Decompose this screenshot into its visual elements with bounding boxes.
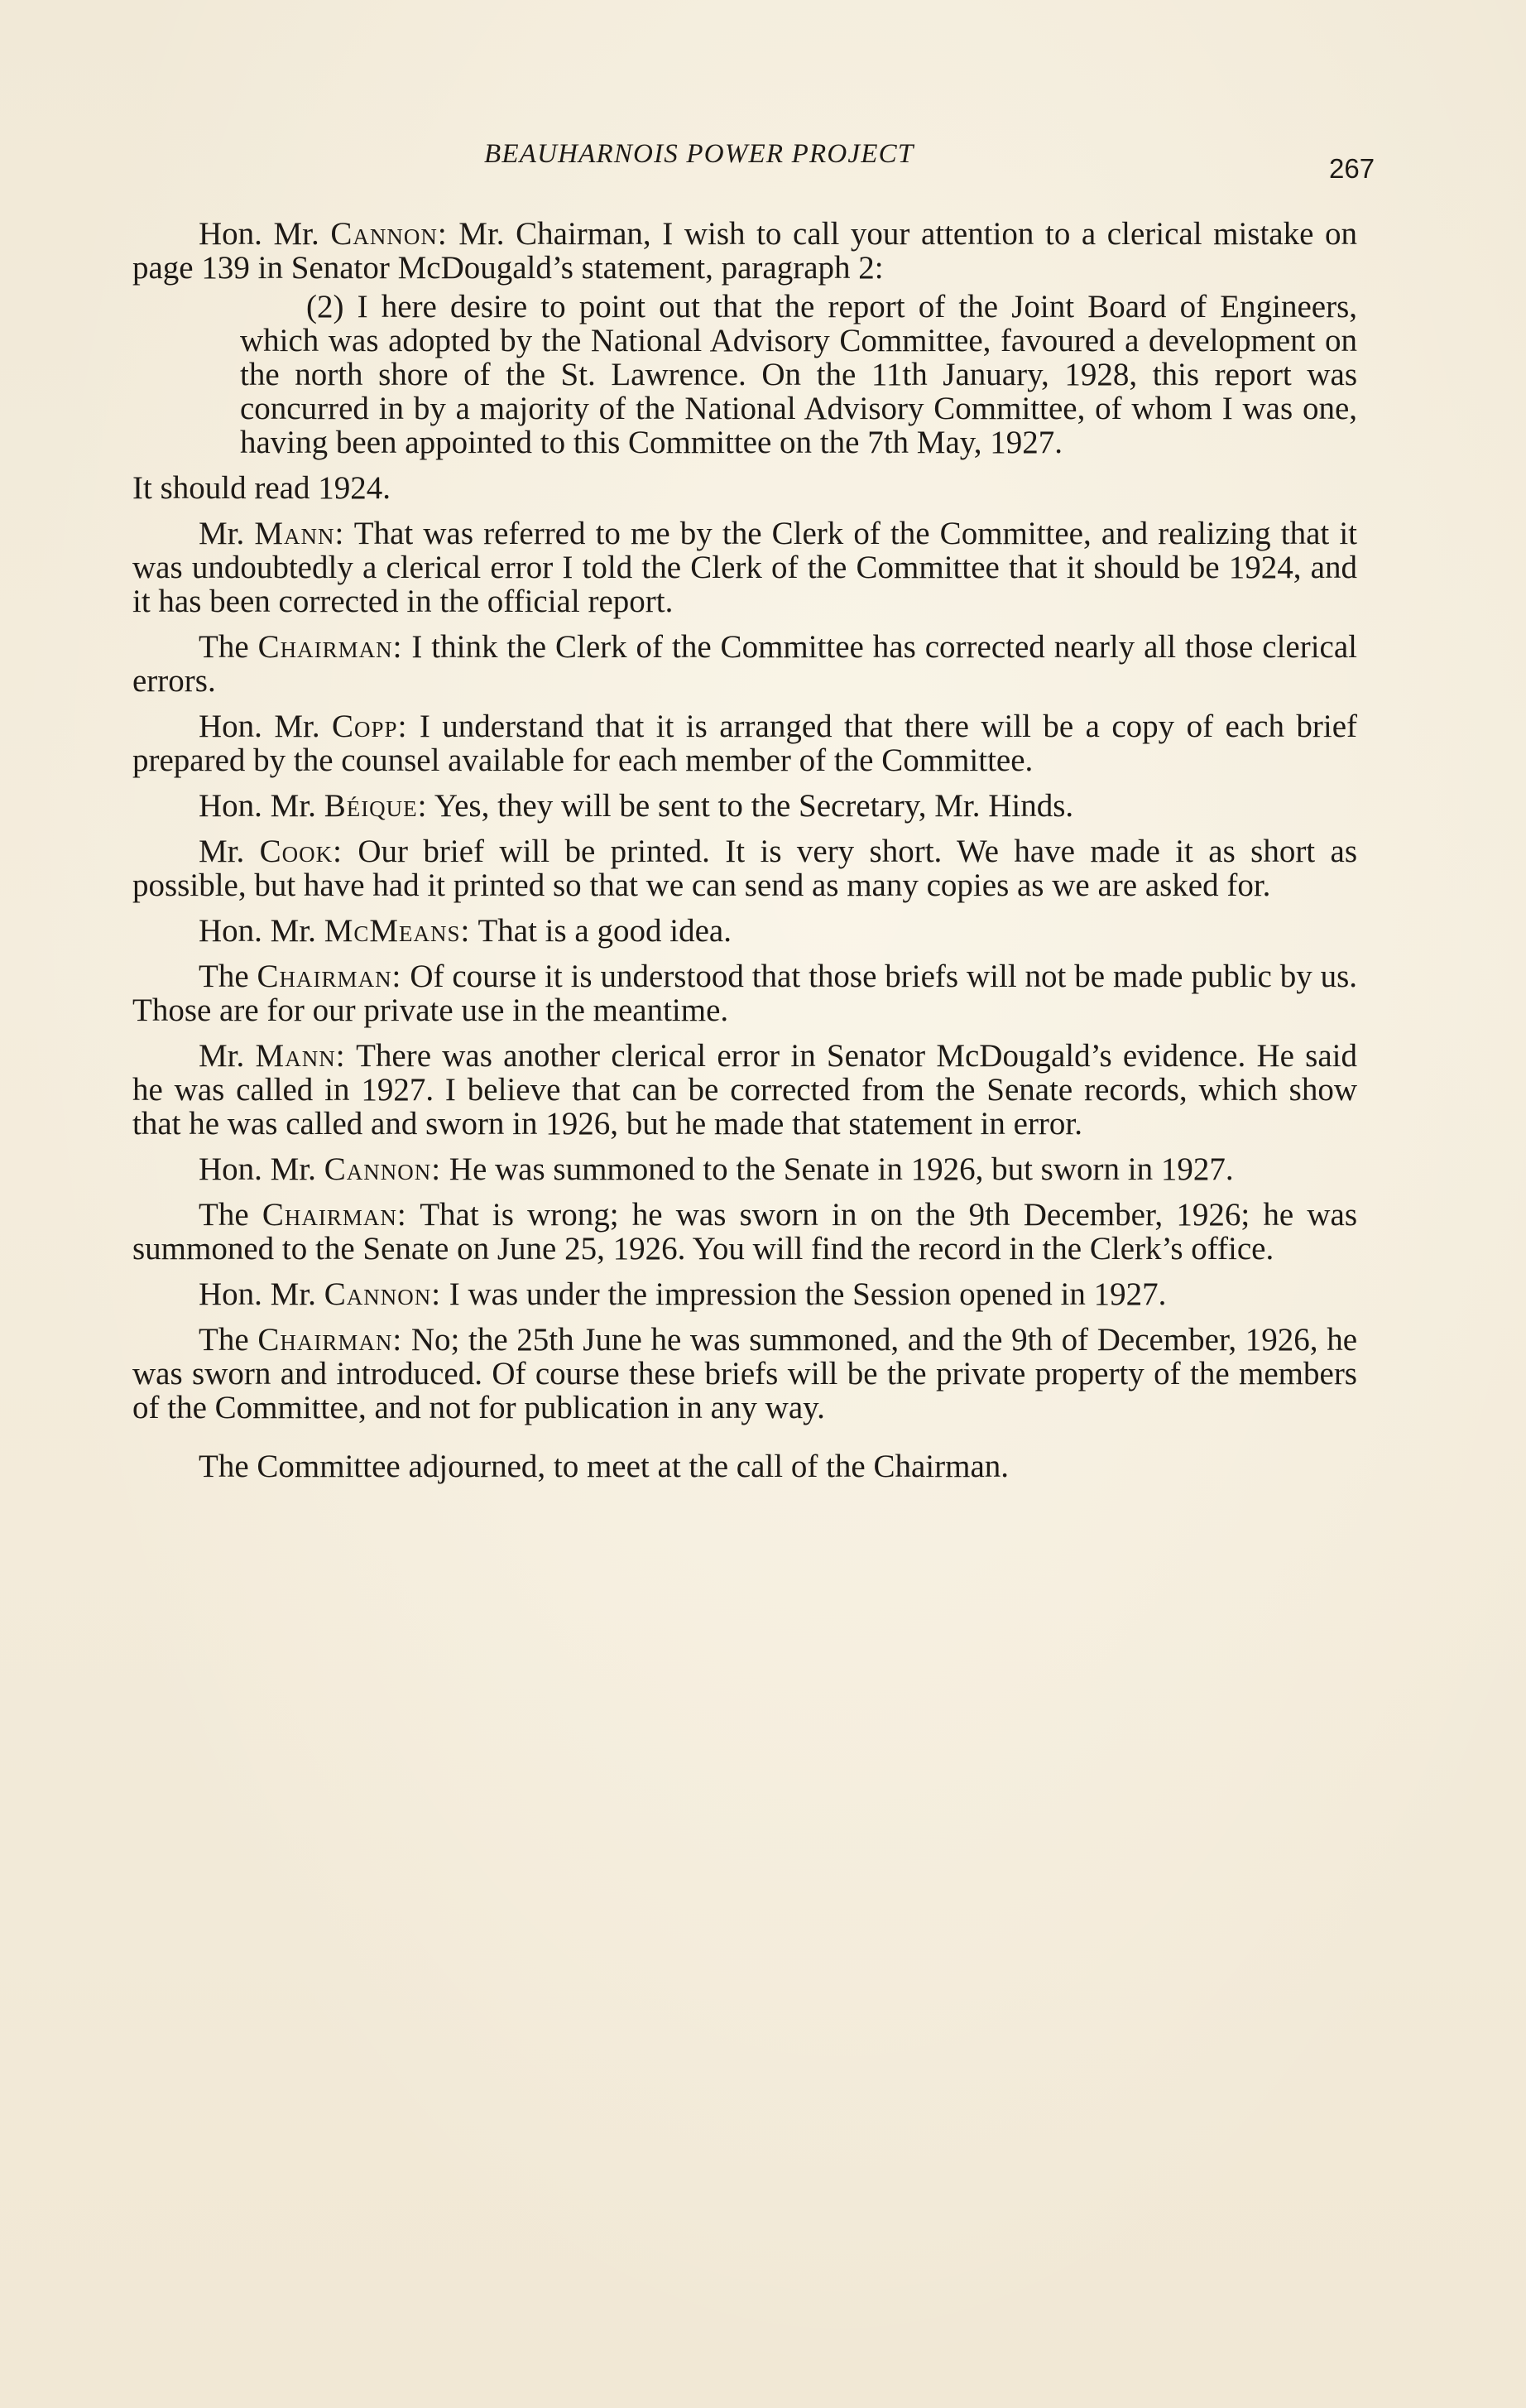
- speech-paragraph: [132, 834, 1357, 902]
- running-head: BEAUHARNOIS POWER PROJECT: [484, 139, 914, 169]
- speech-text: Of course it is understood that those briefs will not be made public by us. Those are for our private use in the meantime.: [132, 959, 1358, 1028]
- speech-paragraph: [132, 1039, 1357, 1141]
- speaker-title: The: [199, 629, 249, 665]
- speaker-title: Hon. Mr.: [199, 216, 319, 252]
- speaker-name: Chairman:: [262, 1197, 407, 1233]
- speaker-name: Béique:: [324, 788, 428, 824]
- speech-text: That was referred to me by the Clerk of the Committee, and realizing that it was undoubtedly a clerical error I told the Clerk of the Committee that it should be 1924, and it has been corrected in the official report.: [132, 516, 1358, 619]
- body-text: [132, 217, 1357, 1495]
- speaker-title: Hon. Mr.: [199, 913, 316, 949]
- speech-text: Yes, they will be sent to the Secretary, Mr. Hinds.: [434, 788, 1074, 824]
- speaker-name: Cannon:: [330, 216, 448, 252]
- speech-text: That is a good idea.: [477, 913, 732, 949]
- speech-text: I think the Clerk of the Committee has corrected nearly all those clerical errors.: [132, 629, 1357, 699]
- plain-paragraph: It should read 1924.: [132, 470, 391, 506]
- speech-paragraph: [132, 517, 1357, 618]
- speaker-title: The: [199, 1322, 249, 1358]
- speech-paragraph: [132, 914, 1357, 948]
- speaker-title: Mr.: [199, 516, 245, 551]
- speech-paragraph: [132, 1277, 1357, 1311]
- speech-text: He was summoned to the Senate in 1926, but sworn in 1927.: [449, 1151, 1234, 1187]
- speaker-name: Copp:: [332, 709, 408, 744]
- speech-text: That is wrong; he was sworn in on the 9th December, 1926; he was summoned to the Senate on June 25, 1926. You will find the record in the Clerk’s office.: [132, 1197, 1358, 1266]
- speech-paragraph: [132, 959, 1357, 1027]
- speaker-title: The: [199, 1197, 249, 1233]
- speech-paragraph: [132, 217, 1357, 285]
- speaker-name: Mann:: [254, 516, 345, 551]
- speaker-name: Mann:: [255, 1038, 346, 1074]
- speech-paragraph: [132, 1323, 1357, 1425]
- speech-paragraph: [132, 630, 1357, 698]
- speaker-name: Chairman:: [257, 629, 403, 665]
- speaker-title: Mr.: [199, 834, 245, 869]
- speaker-title: The: [199, 959, 249, 994]
- speaker-name: Cannon:: [324, 1151, 442, 1187]
- speech-text: No; the 25th June he was summoned, and the 9th of December, 1926, he was sworn and introduced. Of course these briefs will be the private property of the members of the Committee, and not for publication in any way.: [132, 1322, 1358, 1425]
- speaker-name: Cook:: [259, 834, 343, 869]
- speaker-title: Hon. Mr.: [199, 709, 320, 744]
- speaker-title: Hon. Mr.: [199, 788, 316, 824]
- quoted-paragraph: (2) I here desire to point out that the report of the Joint Board of Engineers, which was adopted by the National Advisory Committee, favoured a development on the north shore of the St. Lawrence. On the 11th January, 1928, this report was concurred in by a majority of the National Advisory Committee, of whom I was one, having been appointed to this Committee on the 7th May, 1927.: [240, 289, 1357, 460]
- speech-paragraph: [132, 789, 1357, 823]
- speech-text: There was another clerical error in Senator McDougald’s evidence. He said he was called in 1927. I believe that can be corrected from the Senate records, which show that he was called and sworn in 1926, but he made that statement in error.: [132, 1038, 1357, 1142]
- speaker-name: Chairman:: [257, 959, 402, 994]
- speech-text: I was under the impression the Session opened in 1927.: [449, 1276, 1167, 1312]
- speech-text: Our brief will be printed. It is very short. We have made it as short as possible, but have had it printed so that we can send as many copies as we are asked for.: [132, 834, 1358, 903]
- speaker-title: Hon. Mr.: [199, 1276, 316, 1312]
- speech-paragraph: [132, 1152, 1357, 1186]
- adjournment-note: The Committee adjourned, to meet at the call of the Chairman.: [199, 1449, 1010, 1484]
- speaker-name: Chairman:: [257, 1322, 403, 1358]
- speech-paragraph: [132, 709, 1357, 777]
- speech-paragraph: [132, 1198, 1357, 1266]
- speech-text: Mr. Chairman, I wish to call your attention to a clerical mistake on page 139 in Senator McDougald’s statement, paragraph 2:: [132, 216, 1358, 286]
- speaker-name: McMeans:: [324, 913, 471, 949]
- page-number: 267: [1329, 153, 1375, 184]
- speaker-title: Mr.: [199, 1038, 245, 1074]
- speaker-name: Cannon:: [324, 1276, 442, 1312]
- speech-text: I understand that it is arranged that there will be a copy of each brief prepared by the counsel available for each member of the Committee.: [132, 709, 1357, 778]
- speaker-title: Hon. Mr.: [199, 1151, 316, 1187]
